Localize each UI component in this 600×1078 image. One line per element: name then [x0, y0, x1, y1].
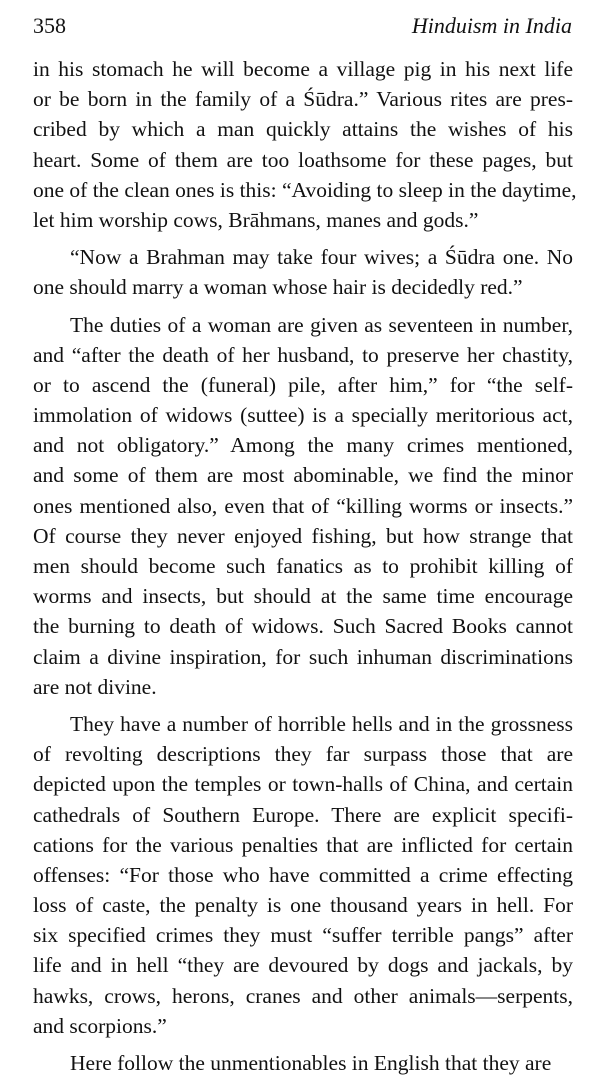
paragraph: [33, 1048, 573, 1078]
text-line: and some of them are most abominable, we find the minor: [33, 463, 573, 488]
text-line: worms and insects, but should at the same time encourage: [33, 584, 573, 609]
body-text: [33, 54, 577, 1078]
text-line: hawks, crows, herons, cranes and other animals—serpents,: [33, 983, 573, 1008]
text-line: the burning to death of widows. Such Sacred Books cannot: [33, 614, 573, 639]
page-number: 358: [33, 13, 66, 38]
text-line: and not obligatory.” Among the many crimes mentioned,: [33, 433, 573, 458]
paragraph: [33, 310, 573, 702]
text-line: ones mentioned also, even that of “killing worms or insects.”: [33, 493, 573, 518]
text-line: six specified crimes they must “suffer terrible pangs” after: [33, 923, 573, 948]
paragraph: [33, 242, 573, 302]
text-line: immolation of widows (suttee) is a specially meritorious act,: [33, 403, 573, 428]
text-line: loss of caste, the penalty is one thousand years in hell. For: [33, 893, 573, 918]
text-line: in his stomach he will become a village pig in his next life: [33, 57, 573, 81]
running-title: Hinduism in India: [411, 13, 572, 38]
text-line: men should become such fanatics as to prohibit killing of: [33, 554, 573, 578]
text-line: They have a number of horrible hells and in the grossness: [70, 711, 573, 736]
text-line: one of the clean ones is this: “Avoiding to sleep in the daytime,: [33, 177, 577, 202]
text-line: offenses: “For those who have committed a crime effecting: [33, 862, 573, 887]
text-line: of revolting descriptions they far surpass those that are: [33, 742, 573, 767]
text-line: depicted upon the temples or town-halls of China, and certain: [33, 772, 573, 797]
text-line: let him worship cows, Brāhmans, manes and gods.”: [33, 207, 479, 232]
text-line: The duties of a woman are given as seventeen in number,: [70, 312, 573, 337]
text-line: and “after the death of her husband, to preserve her chastity,: [33, 342, 573, 367]
text-line: cribed by which a man quickly attains the wishes of his: [33, 117, 573, 142]
paragraph: [33, 709, 573, 1041]
text-line: heart. Some of them are too loathsome for these pages, but: [33, 147, 573, 172]
text-line: life and in hell “they are devoured by dogs and jackals, by: [33, 953, 573, 978]
text-line: “Now a Brahman may take four wives; a Śūdra one. No: [70, 245, 573, 270]
text-line: and scorpions.”: [33, 1013, 167, 1038]
text-line: or to ascend the (funeral) pile, after him,” for “the self-: [33, 372, 573, 397]
page-header: [33, 9, 572, 43]
text-line: are not divine.: [33, 674, 157, 699]
paragraph: [33, 54, 577, 235]
text-line: Here follow the unmentionables in English that they are: [70, 1051, 552, 1075]
text-line: claim a divine inspiration, for such inhuman discriminations: [33, 644, 573, 669]
text-line: one should marry a woman whose hair is decidedly red.”: [33, 275, 523, 300]
text-line: or be born in the family of a Śūdra.” Various rites are pres-: [33, 87, 573, 112]
text-line: cations for the various penalties that are inflicted for certain: [33, 832, 573, 857]
text-line: cathedrals of Southern Europe. There are explicit specifi-: [33, 802, 573, 827]
text-line: Of course they never enjoyed fishing, but how strange that: [33, 523, 573, 548]
